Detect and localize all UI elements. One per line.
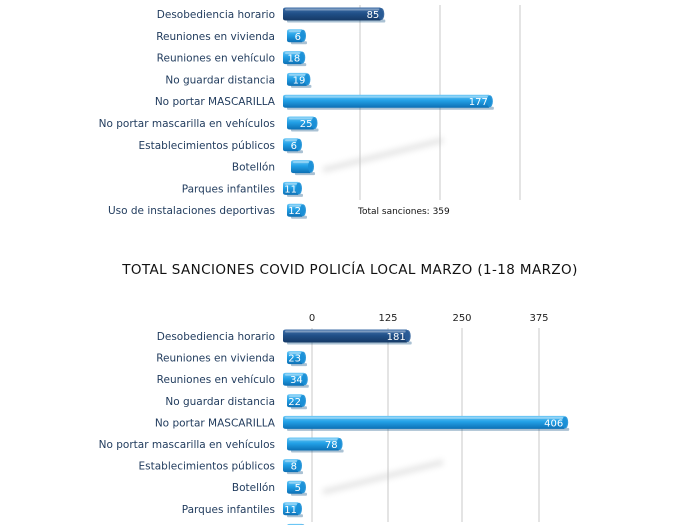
value-label-desobediencia-horario: 85 [366,10,380,21]
value-label-uso-de-instalaciones-deportivas: 12 [288,206,301,218]
category-label-no-guardar-distancia: No guardar distancia [165,74,275,87]
total-sanciones-note: Total sanciones: 359 [358,207,450,217]
value-label-no-portar-mascarilla-en-vehiculos: 25 [299,119,313,130]
category-label-establecimientos-publicos: Establecimientos públicos [138,460,275,473]
category-label-establecimientos-publicos: Establecimientos públicos [138,139,275,152]
value-label-parques-infantiles: 11 [284,504,297,516]
category-label-no-portar-mascarilla: No portar MASCARILLA [154,417,275,430]
value-label-establecimientos-publicos: 6 [290,140,297,152]
category-label-reuniones-en-vehiculo: Reuniones en vehículo [156,52,275,65]
category-label-parques-infantiles: Parques infantiles [181,183,275,196]
value-label-establecimientos-publicos: 8 [290,461,297,473]
category-label-no-portar-mascarilla-en-vehiculos: No portar mascarilla en vehículos [98,439,275,451]
category-label-desobediencia-horario: Desobediencia horario [156,9,275,21]
category-label-reuniones-en-vivienda: Reuniones en vivienda [156,352,275,365]
category-label-uso-de-instalaciones-deportivas: Uso de instalaciones deportivas [107,205,275,218]
x-tick-label-0: 0 [308,313,316,324]
x-tick-label-375: 375 [529,313,549,324]
bar-shadow [323,462,443,492]
bar-no-portar-mascarilla [283,416,569,431]
value-label-desobediencia-horario: 181 [386,332,406,343]
value-label-reuniones-en-vivienda: 23 [288,353,301,365]
category-label-no-portar-mascarilla: No portar MASCARILLA [154,96,275,109]
category-label-desobediencia-horario: Desobediencia horario [156,331,275,343]
value-label-no-guardar-distancia: 22 [288,396,301,408]
value-label-no-portar-mascarilla: 406 [544,418,564,430]
category-label-reuniones-en-vehiculo: Reuniones en vehículo [156,374,275,387]
value-label-no-guardar-distancia: 19 [292,75,306,87]
value-label-parques-infantiles: 11 [284,184,297,196]
value-label-reuniones-en-vivienda: 6 [294,31,301,43]
category-label-parques-infantiles: Parques infantiles [181,503,275,516]
x-tick-label-125: 125 [378,313,398,324]
top-bar-chart [0,0,700,225]
value-label-reuniones-en-vehiculo: 34 [290,375,303,387]
value-label-no-portar-mascarilla: 177 [468,97,488,109]
bar-shadow [323,140,443,170]
value-label-reuniones-en-vehiculo: 18 [287,53,301,65]
chart-title: TOTAL SANCIONES COVID POLICÍA LOCAL MARZO (1-18 MARZO) [122,262,578,278]
category-label-botellon: Botellón [231,482,275,495]
category-label-botellon: Botellón [231,161,275,174]
category-label-reuniones-en-vivienda: Reuniones en vivienda [156,30,275,43]
bottom-bar-chart [0,300,700,525]
value-label-no-portar-mascarilla-en-vehiculos: 78 [324,440,338,451]
category-label-no-portar-mascarilla-en-vehiculos: No portar mascarilla en vehículos [98,118,275,130]
bar-no-portar-mascarilla [283,95,494,110]
x-tick-label-250: 250 [452,313,472,324]
value-label-botellon: 5 [294,483,301,495]
bar-botellon [291,160,315,175]
category-label-no-guardar-distancia: No guardar distancia [165,395,275,408]
